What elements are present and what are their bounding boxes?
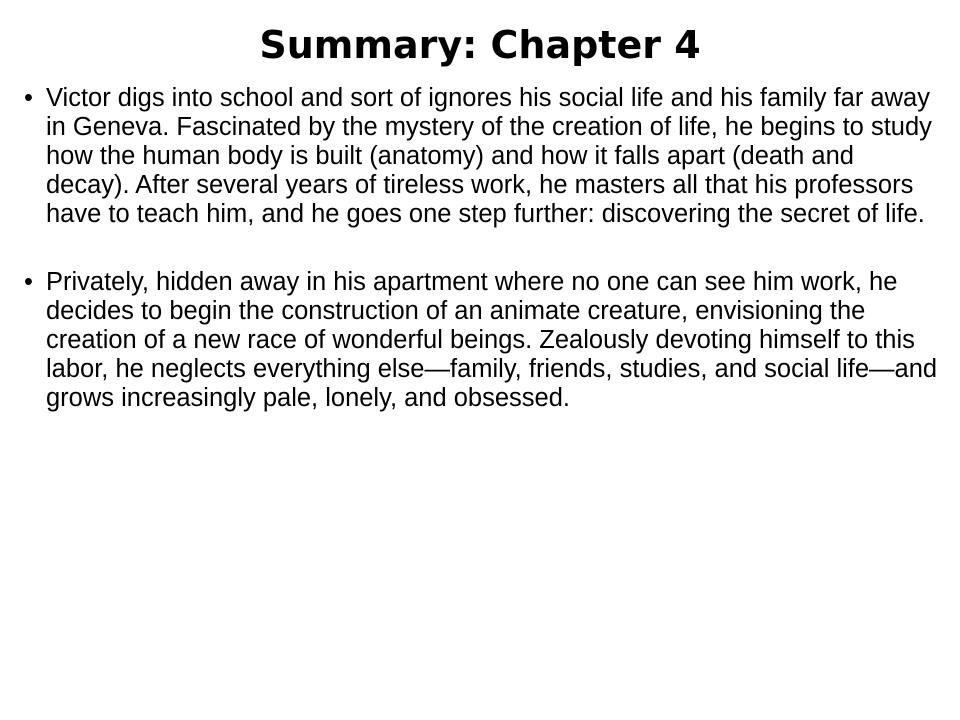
bullet-item <box>24 84 944 229</box>
bullet-marker: • <box>24 84 33 112</box>
bullet-item <box>24 268 944 413</box>
slide-title: Summary: Chapter 4 <box>259 23 701 67</box>
bullet-list <box>24 84 944 413</box>
bullet-marker: • <box>24 268 33 296</box>
bullet-text: Privately, hidden away in his apartment where no one can see him work, he decides to begin the construction of an animate creature, envisioning the creation of a new race of wonderful beings. Zealously devoting himself to this labor, he neglects everything else—family, friends, studies, and social life—and grows increasingly pale, lonely, and obsessed. <box>46 268 938 412</box>
bullet-text: Victor digs into school and sort of ignores his social life and his family far away in Geneva. Fascinated by the mystery of the creation of life, he begins to study how the human body is built (anatomy) and how it falls apart (death and decay). After several years of tireless work, he masters all that his professors have to teach him, and he goes one step further: discovering the secret of life. <box>46 84 932 228</box>
